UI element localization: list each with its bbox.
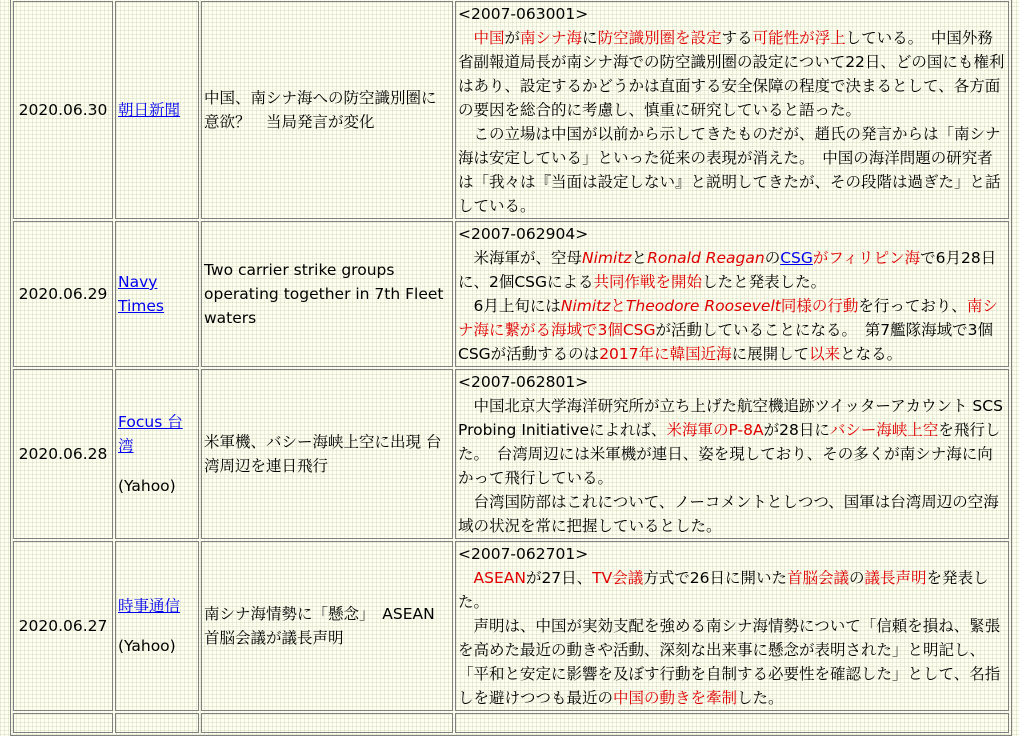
highlight-text: Theodore Roosevelt [625, 297, 781, 315]
highlight-text: 防空識別圏を設定 [597, 29, 722, 47]
highlight-text: 首脳会議 [786, 569, 849, 587]
highlight-text: が [812, 249, 829, 267]
highlight-text: 中国の動きを牽制 [613, 689, 738, 707]
highlight-text: 可能性が浮上 [752, 29, 846, 47]
body-text: したと発表した。 [702, 273, 827, 291]
highlight-text: Nimitz [582, 249, 632, 267]
article-paragraph [458, 614, 1006, 710]
title-cell: 中国、南シナ海への防空識別圏に意欲？ 当局発言が変化 [201, 1, 453, 219]
highlight-text: Ronald Reagan [647, 249, 765, 267]
news-table [10, 0, 1012, 736]
highlight-text: 2017年に韓国近海 [599, 345, 732, 363]
date-cell: 2020.06.28 [13, 369, 113, 539]
date-cell: 2020.06.27 [13, 541, 113, 711]
article-code: <2007-062801> [458, 373, 589, 391]
body-cell [455, 369, 1009, 539]
title-cell [201, 713, 453, 733]
highlight-text: Nimitz [560, 297, 611, 315]
body-text: が活動していることになる。 第7艦隊海域で3個CSGが活動するのは [458, 321, 994, 363]
article-body [458, 26, 1006, 218]
table-row [13, 1, 1009, 219]
table-row [13, 369, 1009, 539]
article-paragraph [458, 122, 1006, 218]
body-text: 方式で26日に開いた [643, 569, 787, 587]
body-text: している。 中国外務省副報道局長が南シナ海での防空識別圏の設定について22日、どの国にも権利はあり、設定するかどうかは直面する安全保障の程度で決まるとして、各方面の要因を総合的に考慮し、慎重に研究していると語った。 [458, 29, 1005, 119]
body-text: と [631, 249, 648, 267]
source-cell [115, 541, 199, 711]
body-text: が27日、 [525, 569, 593, 587]
source-note: (Yahoo) [118, 477, 176, 495]
body-text: に展開して [731, 345, 810, 363]
highlight-text: 米海軍のP-8A [666, 421, 764, 439]
article-paragraph [458, 490, 1006, 538]
highlight-text: 議長声明 [864, 569, 927, 587]
body-cell [455, 1, 1009, 219]
body-text: する [721, 29, 753, 47]
table-row [13, 541, 1009, 711]
body-text: を発表した。 [458, 569, 989, 611]
body-text: 中国北京大学海洋研究所が立ち上げた航空機追跡ツイッターアカウント SCS Probing Initiativeによれば、 [458, 397, 1003, 439]
body-text: この立場は中国が以前から示してきたものだが、趙氏の発言からは「南シナ海は安定している」といった従来の表現が消えた。 中国の海洋問題の研究者は「我々は『当面は設定しない』と説明してきたが、その段階は過ぎた」と話している。 [458, 125, 1001, 215]
body-text: した。 [737, 689, 784, 707]
highlight-text: フィリピン海 [828, 249, 921, 267]
body-text: 声明は、中国が実効支配を強める南シナ海情勢について「信頼を損ね、緊張を高めた最近の動きや活動、深刻な出来事に懸念が表明された」と明記し、「平和と安定に影響を及ぼす行動を自制する必要性を確認した」として、名指しを避けつつも最近の [458, 617, 1001, 707]
article-paragraph [458, 246, 1006, 294]
article-code: <2007-062701> [458, 545, 589, 563]
highlight-text: ASEAN [473, 569, 526, 587]
highlight-text: 南シナ海 [520, 29, 583, 47]
table-row [13, 221, 1009, 367]
source-cell [115, 221, 199, 367]
highlight-text: バシー海峡上空 [829, 421, 939, 439]
article-paragraph [458, 394, 1006, 490]
source-note: (Yahoo) [118, 637, 176, 655]
article-paragraph [458, 566, 1006, 614]
title-cell: 米軍機、バシー海峡上空に出現 台湾周辺を連日飛行 [201, 369, 453, 539]
source-cell [115, 713, 199, 733]
article-body [458, 246, 1006, 366]
body-text: の [849, 569, 865, 587]
source-link[interactable]: 時事通信 [118, 597, 181, 615]
article-body [458, 566, 1006, 710]
body-text: 米海軍が、空母 [473, 249, 583, 267]
date-cell: 2020.06.29 [13, 221, 113, 367]
source-link[interactable]: Navy Times [118, 273, 165, 315]
body-text: 6月上旬には [473, 297, 561, 315]
table-row [13, 713, 1009, 733]
article-paragraph [458, 294, 1006, 366]
highlight-text: と [610, 297, 626, 315]
highlight-text: 中国 [473, 29, 505, 47]
body-cell [455, 713, 1009, 733]
body-text: 台湾国防部はこれについて、ノーコメントとしつつ、国軍は台湾周辺の空海域の状況を常に把握しているとした。 [458, 493, 999, 535]
body-text: を飛行した。 台湾周辺には米軍機が連日、姿を現しており、その多くが南シナ海に向かって飛行している。 [458, 421, 1001, 487]
source-link[interactable]: 朝日新聞 [118, 101, 181, 119]
date-cell: 2020.06.30 [13, 1, 113, 219]
body-cell [455, 541, 1009, 711]
title-cell: 南シナ海情勢に「懸念」 ASEAN首脳会議が議長声明 [201, 541, 453, 711]
inline-link[interactable]: CSG [780, 249, 813, 267]
date-cell [13, 713, 113, 733]
article-code: <2007-063001> [458, 5, 589, 23]
body-text: が [504, 29, 521, 47]
article-body [458, 394, 1006, 538]
body-text: の [764, 249, 781, 267]
highlight-text: 南シナ海に繋がる海域で3個CSG [458, 297, 998, 339]
article-code: <2007-062904> [458, 225, 589, 243]
body-text: となる。 [840, 345, 903, 363]
highlight-text: 共同作戦を開始 [593, 273, 703, 291]
body-text: が28日に [763, 421, 830, 439]
body-text: に [582, 29, 598, 47]
source-cell [115, 1, 199, 219]
body-text: で6月28日に、2個CSGによる [458, 249, 997, 291]
body-cell [455, 221, 1009, 367]
source-cell [115, 369, 199, 539]
title-cell: Two carrier strike groups operating together in 7th Fleet waters [201, 221, 453, 367]
highlight-text: 以来 [809, 345, 841, 363]
source-link[interactable]: Focus 台湾 [118, 413, 183, 455]
body-text: を行っており、 [858, 297, 967, 315]
article-paragraph [458, 26, 1006, 122]
highlight-text: TV会議 [592, 569, 644, 587]
highlight-text: 同様の行動 [780, 297, 859, 315]
